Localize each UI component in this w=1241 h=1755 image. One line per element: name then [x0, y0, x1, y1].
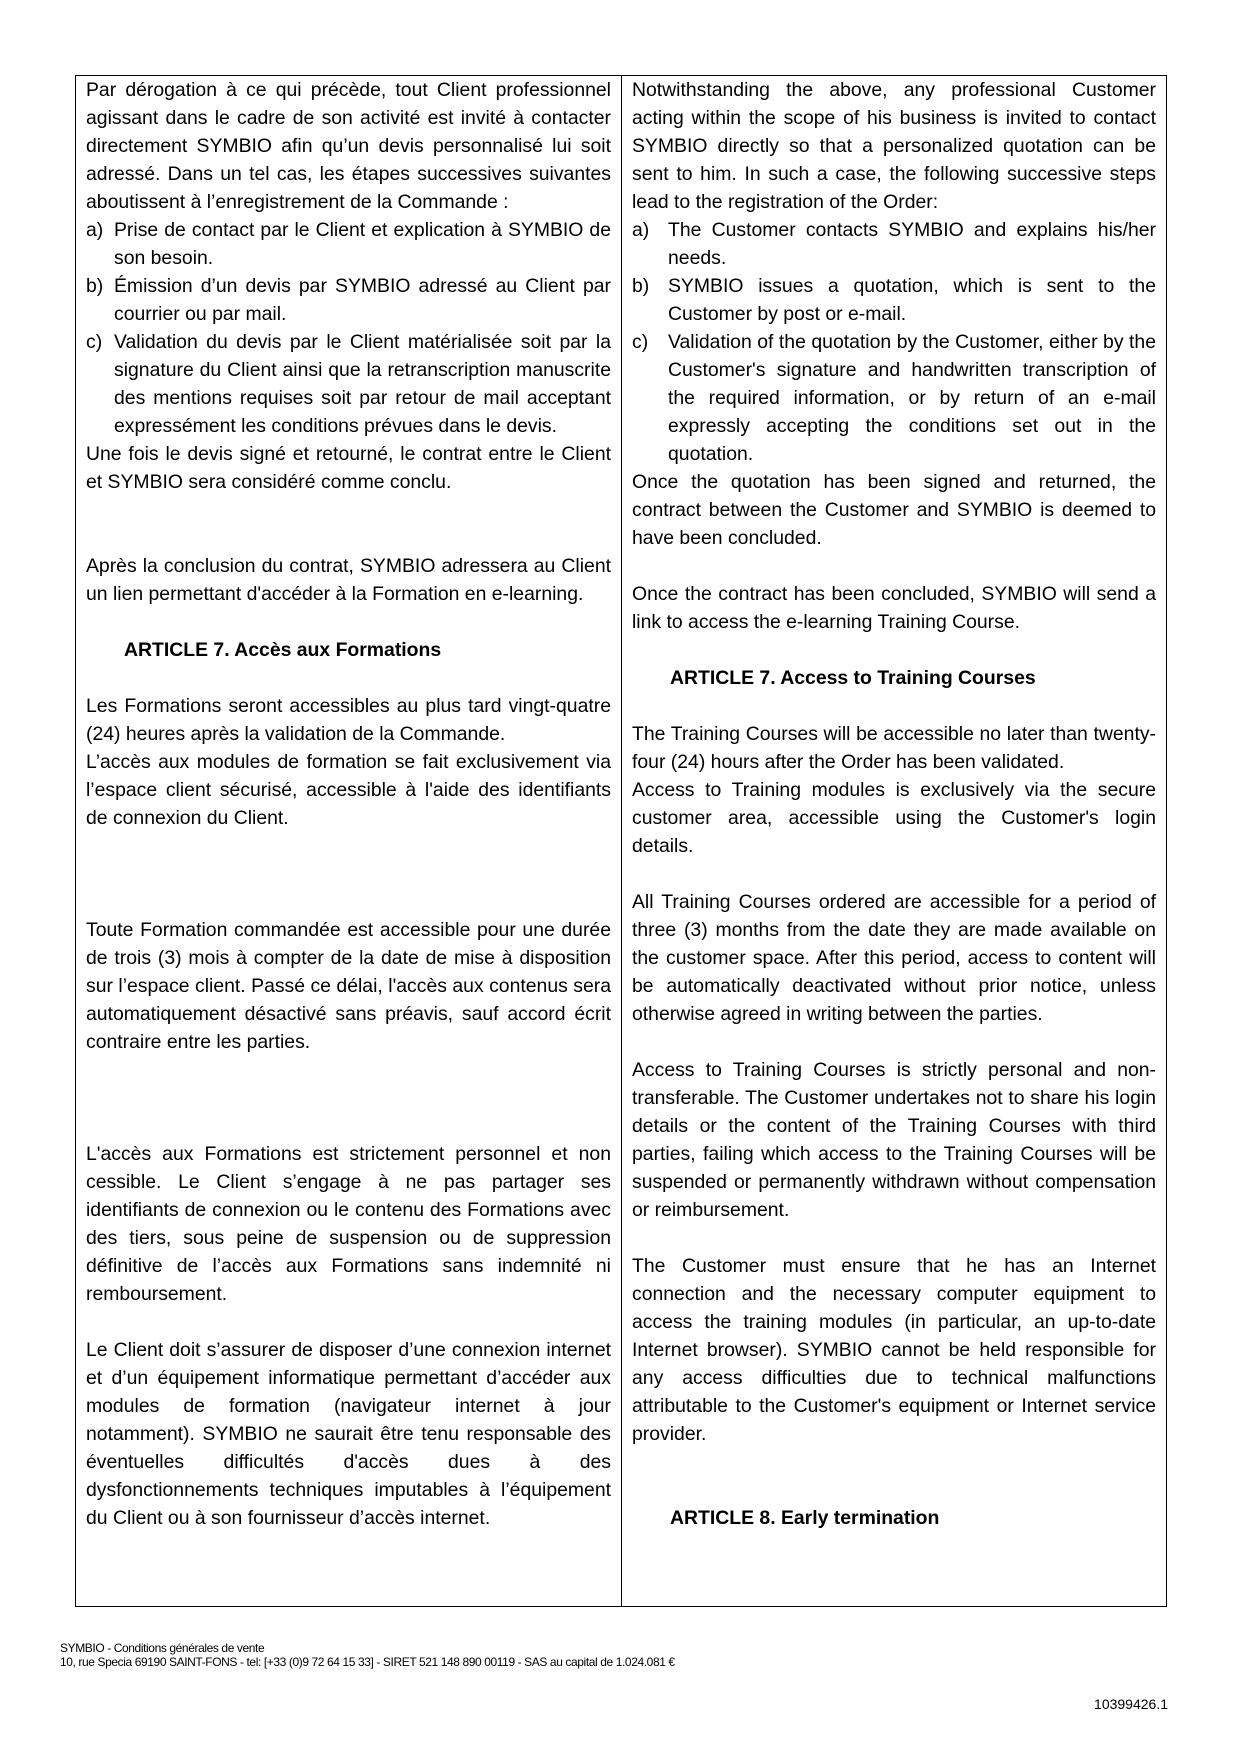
document-reference-number: 10399426.1	[1094, 1696, 1168, 1712]
list-item	[86, 216, 611, 272]
list-item	[632, 216, 1156, 272]
fr-paragraph-contract-concluded: Une fois le devis signé et retourné, le contrat entre le Client et SYMBIO sera considéré comme conclu.	[86, 443, 611, 493]
list-marker: a)	[86, 219, 104, 241]
en-paragraph-access-delay: The Training Courses will be accessible no later than twenty-four (24) hours after the Order has been validated.	[632, 723, 1156, 773]
en-paragraph-access-duration: All Training Courses ordered are accessible for a period of three (3) months from the date they are made available on the customer space. After this period, access to content will be automatically deactivated without prior notice, unless otherwise agreed in writing between the parties.	[632, 891, 1156, 1025]
fr-paragraph-equipment: Le Client doit s’assurer de disposer d’une connexion internet et d’un équipement informatique permettant d’accéder aux modules de formation (navigateur internet à jour notamment). SYMBIO ne saurait être tenu responsable des éventuelles difficultés d'accès dues à des dysfonctionnements techniques imputables à l’équipement du Client ou à son fournisseur d’accès internet.	[86, 1339, 611, 1529]
footer-company-address: 10, rue Specia 69190 SAINT-FONS - tel: [+33 (0)9 72 64 15 33] - SIRET 521 148 890 00119 - SAS au capital de 1.024.081 €	[60, 1655, 675, 1669]
english-column	[622, 76, 1166, 1606]
list-item-text: Validation du devis par le Client matérialisée soit par la signature du Client ainsi que la retranscription manuscrite des mentions requises soit par retour de mail acceptant expressément les conditions prévues dans le devis.	[114, 331, 611, 437]
list-item	[632, 272, 1156, 328]
list-item	[632, 328, 1156, 468]
list-marker: a)	[632, 219, 650, 241]
fr-paragraph-elearning-link: Après la conclusion du contrat, SYMBIO adressera au Client un lien permettant d'accéder à la Formation en e-learning.	[86, 555, 611, 605]
en-article-8-heading: ARTICLE 8. Early termination	[670, 1507, 940, 1529]
fr-steps-list	[86, 216, 611, 440]
list-marker: c)	[632, 331, 649, 353]
fr-article-7-heading: ARTICLE 7. Accès aux Formations	[124, 639, 442, 661]
fr-paragraph-access-modules: L’accès aux modules de formation se fait exclusivement via l’espace client sécurisé, accessible à l'aide des identifiants de connexion du Client.	[86, 751, 611, 829]
list-item-text: SYMBIO issues a quotation, which is sent to the Customer by post or e-mail.	[668, 275, 1156, 325]
fr-paragraph-access-duration: Toute Formation commandée est accessible pour une durée de trois (3) mois à compter de la date de mise à disposition sur l’espace client. Passé ce délai, l'accès aux contenus sera automatiquement désactivé sans préavis, sauf accord écrit contraire entre les parties.	[86, 919, 611, 1053]
en-paragraph-access-modules: Access to Training modules is exclusively via the secure customer area, accessible using the Customer's login details.	[632, 779, 1156, 857]
en-article-7-heading: ARTICLE 7. Access to Training Courses	[670, 667, 1036, 689]
en-paragraph-personal-access: Access to Training Courses is strictly personal and non-transferable. The Customer undertakes not to share his login details or the content of the Training Courses with third parties, failing which access to the Training Courses will be suspended or permanently withdrawn without compensation or reimbursement.	[632, 1059, 1156, 1221]
en-paragraph-equipment: The Customer must ensure that he has an Internet connection and the necessary computer equipment to access the training modules (in particular, an up-to-date Internet browser). SYMBIO cannot be held responsible for any access difficulties due to technical malfunctions attributable to the Customer's equipment or Internet service provider.	[632, 1255, 1156, 1445]
en-paragraph-contract-concluded: Once the quotation has been signed and returned, the contract between the Customer and SYMBIO is deemed to have been concluded.	[632, 471, 1156, 549]
en-paragraph-elearning-link: Once the contract has been concluded, SYMBIO will send a link to access the e-learning Training Course.	[632, 583, 1156, 633]
list-marker: b)	[632, 275, 650, 297]
list-item-text: Validation of the quotation by the Customer, either by the Customer's signature and handwritten transcription of the required information, or by return of an e-mail expressly accepting the conditions set out in the quotation.	[668, 331, 1156, 465]
list-item	[86, 328, 611, 440]
list-item-text: Prise de contact par le Client et explication à SYMBIO de son besoin.	[114, 219, 611, 269]
bilingual-terms-table	[75, 75, 1167, 1607]
fr-paragraph-access-delay: Les Formations seront accessibles au plus tard vingt-quatre (24) heures après la validation de la Commande.	[86, 695, 611, 745]
en-paragraph-notwithstanding: Notwithstanding the above, any professional Customer acting within the scope of his business is invited to contact SYMBIO directly so that a personalized quotation can be sent to him. In such a case, the following successive steps lead to the registration of the Order:	[632, 79, 1156, 213]
en-steps-list	[632, 216, 1156, 468]
list-marker: b)	[86, 275, 104, 297]
list-item-text: Émission d’un devis par SYMBIO adressé au Client par courrier ou par mail.	[114, 275, 611, 325]
footer-company-title: SYMBIO - Conditions générales de vente	[60, 1641, 265, 1655]
list-item-text: The Customer contacts SYMBIO and explains his/her needs.	[668, 219, 1156, 269]
french-column	[76, 76, 622, 1606]
list-item	[86, 272, 611, 328]
fr-paragraph-personal-access: L'accès aux Formations est strictement personnel et non cessible. Le Client s’engage à ne pas partager ses identifiants de connexion ou le contenu des Formations avec des tiers, sous peine de suspension ou de suppression définitive de l’accès aux Formations sans indemnité ni remboursement.	[86, 1143, 611, 1305]
list-marker: c)	[86, 331, 103, 353]
fr-paragraph-derogation: Par dérogation à ce qui précède, tout Client professionnel agissant dans le cadre de son activité est invité à contacter directement SYMBIO afin qu’un devis personnalisé lui soit adressé. Dans un tel cas, les étapes successives suivantes aboutissent à l’enregistrement de la Commande :	[86, 79, 611, 213]
